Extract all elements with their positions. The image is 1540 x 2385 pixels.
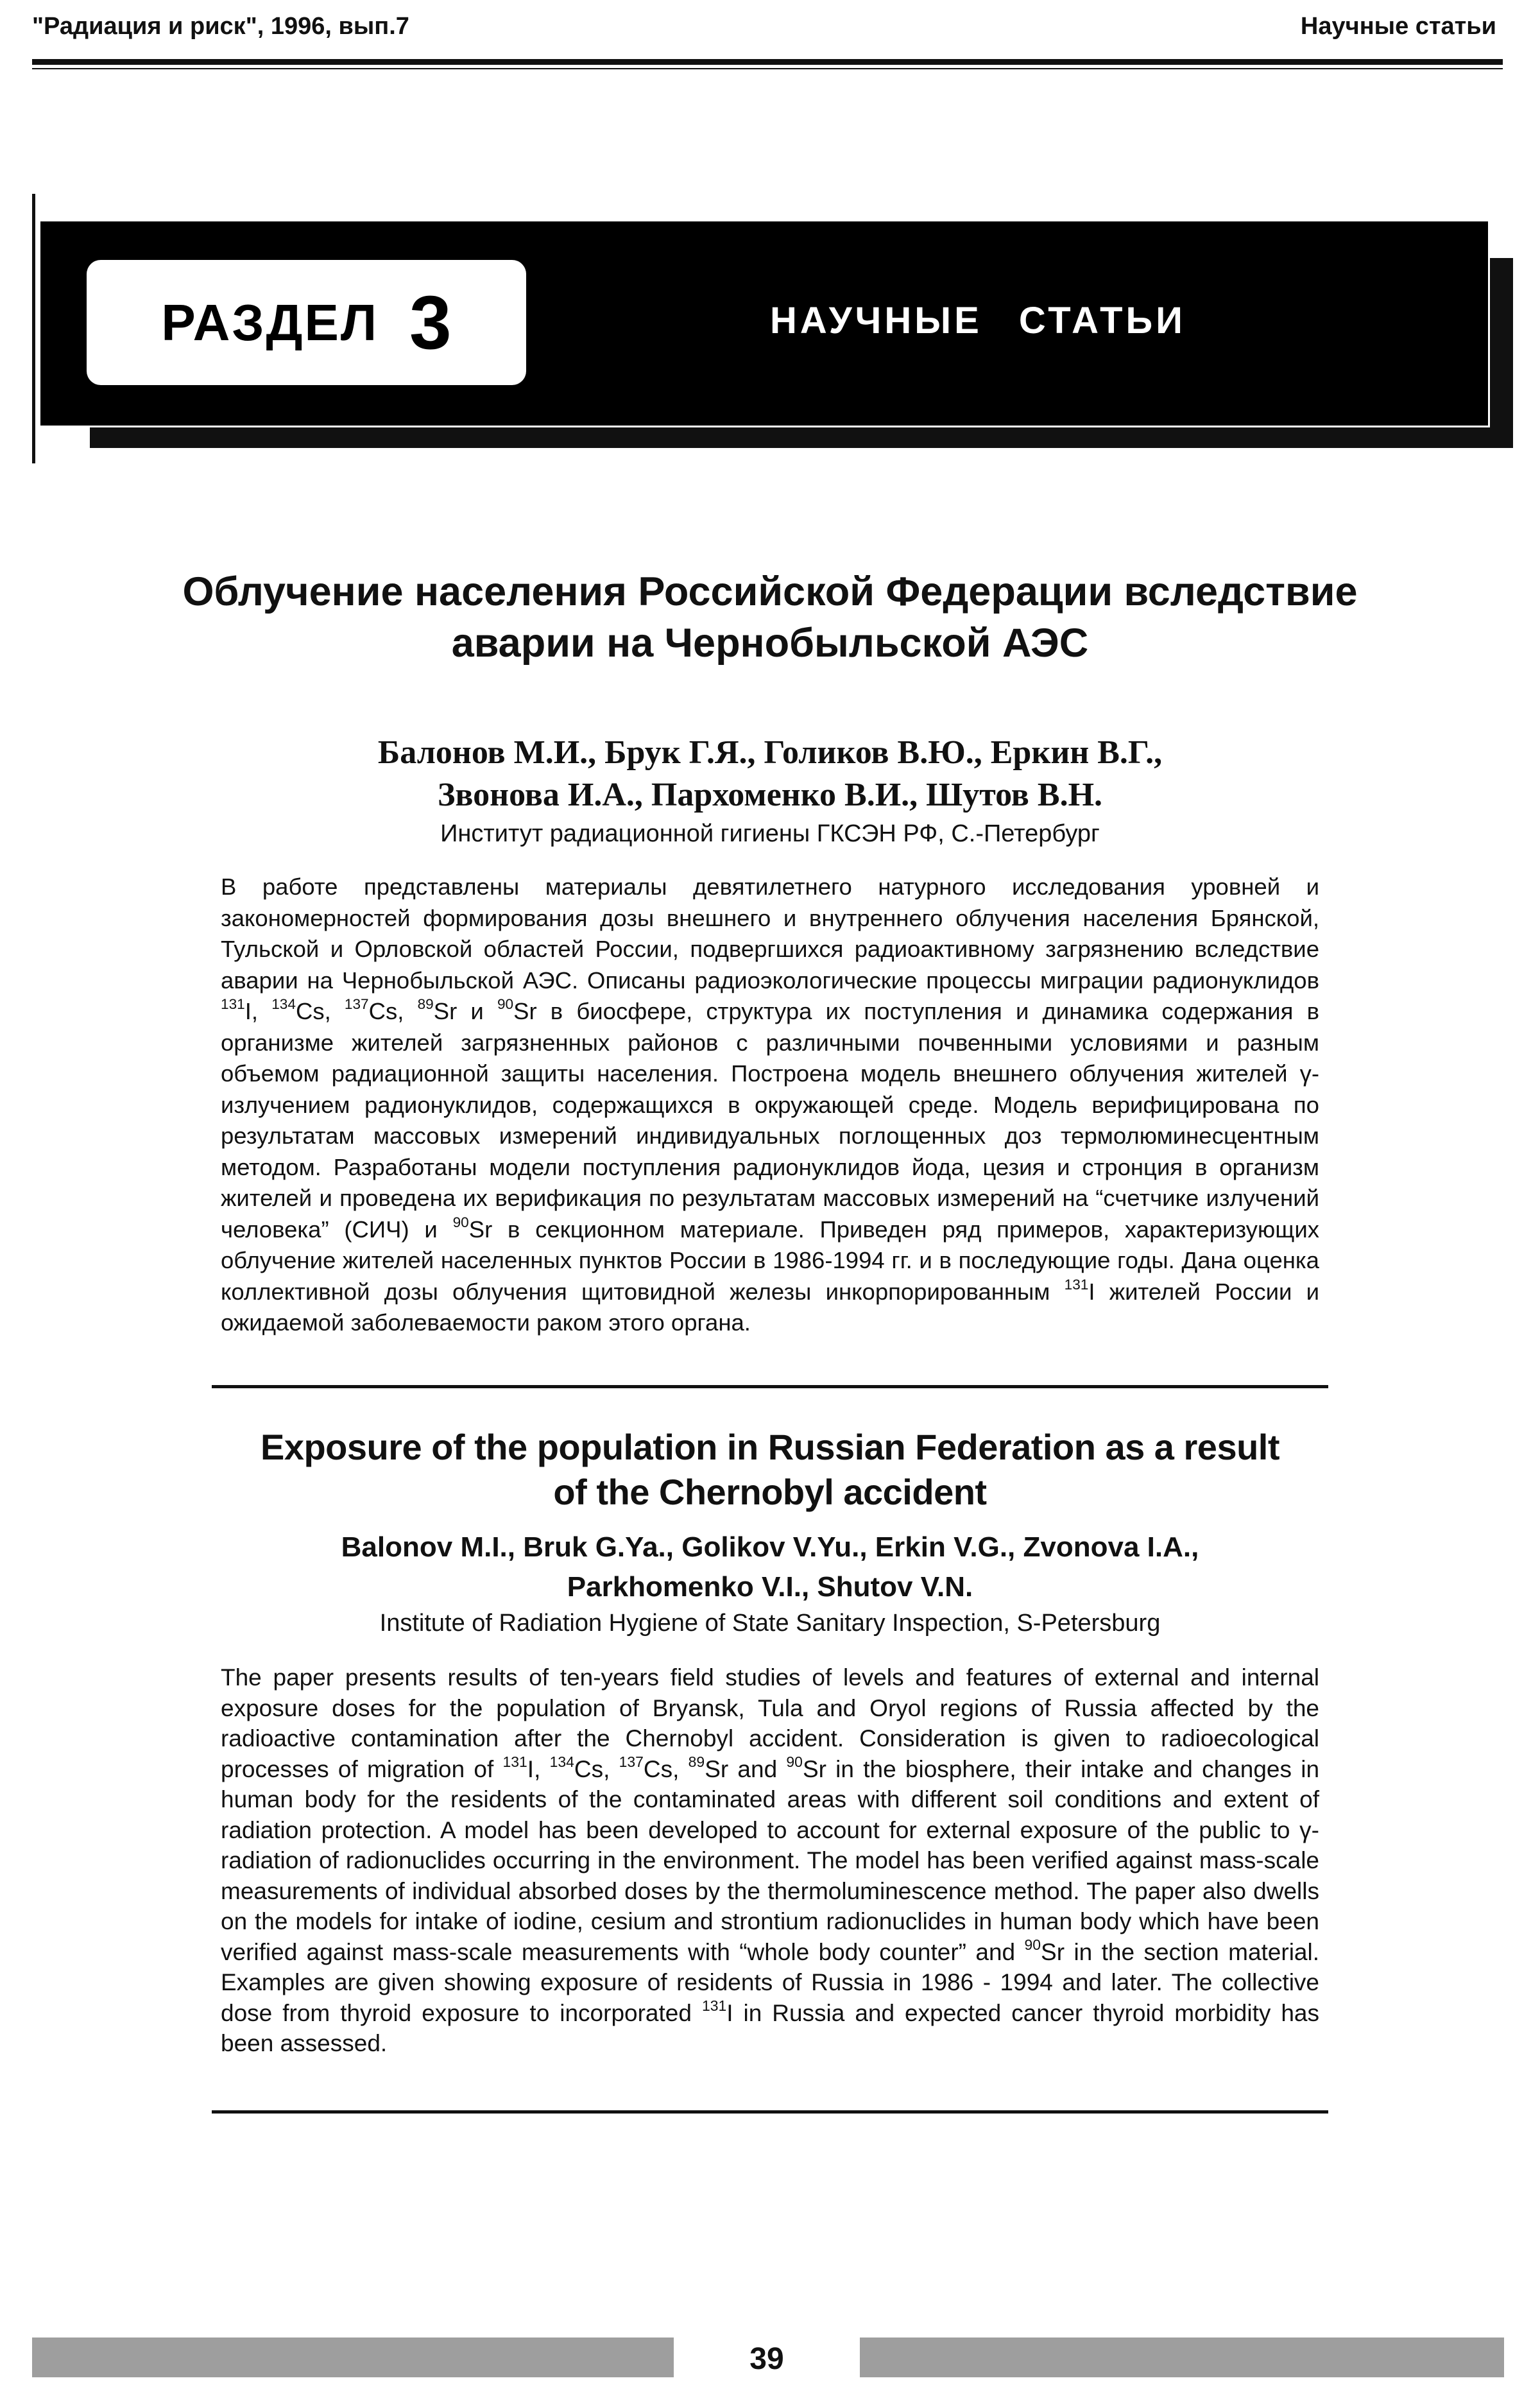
isotope-element: Sr и	[433, 998, 484, 1024]
authors-en-line1: Balonov M.I., Bruk G.Ya., Golikov V.Yu., Erkin V.G., Zvonova I.A.,	[341, 1531, 1199, 1563]
isotope-mass: 89	[688, 1753, 705, 1770]
section-title: НАУЧНЫЕ СТАТЬИ	[770, 300, 1186, 341]
isotope-element: I,	[527, 1755, 541, 1782]
isotope-element: Cs,	[574, 1755, 610, 1782]
separator-rule	[212, 2110, 1328, 2114]
section-word: РАЗДЕЛ	[161, 293, 379, 351]
isotope-mass: 137	[619, 1753, 644, 1770]
isotope-mass: 89	[417, 996, 434, 1013]
header-rule-thin	[32, 68, 1503, 69]
section-label-box	[87, 260, 526, 385]
abstract-en-text: Sr in the biosphere, their intake and changes in human body for the residents of the contaminated areas with different soil conditions and extent of radiation protection. A model has been developed to account for external exposure of the public to γ-radiation of radionuclides occurring in the environment. The model has been verified against mass-scale measurements of individual absorbed doses by the thermoluminescence method. The paper also dwells on the models for intake of iodine, cesium and strontium radionuclides in human body which have been verified against mass-scale measurements with “whole body counter” and	[221, 1755, 1320, 1965]
authors-en	[128, 1528, 1412, 1607]
article-title-ru	[128, 566, 1412, 669]
page-number: 39	[749, 2342, 784, 2376]
isotope-mass: 131	[701, 1997, 727, 2014]
abstract-ru-text: I жителей России и ожидаемой заболеваемости раком этого органа.	[221, 1278, 1319, 1336]
authors-ru-line2: Звонова И.А., Пархоменко В.И., Шутов В.Н.	[437, 777, 1103, 813]
section-header: Научные статьи	[1300, 13, 1496, 40]
title-en-line2: of the Chernobyl accident	[553, 1472, 987, 1512]
isotope-mass: 134	[549, 1753, 574, 1770]
isotope-element: I,	[244, 998, 259, 1024]
separator-rule	[212, 1385, 1328, 1388]
institute-ru: Институт радиационной гигиены ГКСЭН РФ, С.-Петербург	[440, 820, 1100, 847]
isotope-element: Cs,	[368, 998, 404, 1024]
journal-header: "Радиация и риск", 1996, вып.7	[32, 13, 409, 40]
article-title-en	[128, 1425, 1412, 1515]
abstract-ru-text: Sr в секционном материале. Приведен ряд примеров, характеризующих облучение жителей населенных пунктов России в 1986-1994 гг. и в последующие годы. Дана оценка коллективной дозы облучения щитовидной железы инкорпорированным	[221, 1216, 1319, 1305]
footer-bar-right	[860, 2338, 1504, 2377]
isotope-mass: 90	[1024, 1936, 1041, 1953]
footer-bar-left	[32, 2338, 674, 2377]
isotope-mass: 134	[271, 996, 296, 1013]
isotope-element: Sr and	[705, 1755, 778, 1782]
isotope-element: Cs,	[295, 998, 331, 1024]
title-ru-line1: Облучение населения Российской Федерации вследствие	[182, 569, 1358, 614]
authors-ru-line1: Балонов М.И., Брук Г.Я., Голиков В.Ю., Еркин В.Г.,	[377, 734, 1163, 771]
authors-en-line2: Parkhomenko V.I., Shutov V.N.	[567, 1571, 973, 1603]
isotope-mass: 90	[786, 1753, 803, 1770]
abstract-ru-text: В работе представлены материалы девятилетнего натурного исследования уровней и закономерностей формирования дозы внешнего и внутреннего облучения населения Брянской, Тульской и Орловской областей России, подвергшихся радиоактивному загрязнению вследствие аварии на Чернобыльской АЭС. Описаны радиоэкологические процессы миграции радионуклидов	[221, 874, 1319, 994]
isotope-mass: 131	[221, 996, 245, 1013]
title-en-line1: Exposure of the population in Russian Federation as a result	[260, 1427, 1280, 1467]
header-rule-thick	[32, 59, 1503, 65]
authors-ru	[128, 732, 1412, 816]
abstract-en-text: The paper presents results of ten-years field studies of levels and features of external and internal exposure doses for the population of Bryansk, Tula and Oryol regions of Russia affected by the radioactive contamination after the Chernobyl accident. Consideration is given to radioecological processes of migration of	[221, 1664, 1319, 1782]
isotope-mass: 131	[502, 1753, 527, 1770]
title-ru-line2: аварии на Чернобыльской АЭС	[451, 621, 1089, 666]
institute-en: Institute of Radiation Hygiene of State Sanitary Inspection, S-Petersburg	[379, 1610, 1161, 1637]
isotope-mass: 131	[1064, 1276, 1089, 1293]
abstract-en	[221, 1662, 1319, 2059]
section-number: 3	[409, 280, 452, 365]
isotope-element: Cs,	[643, 1755, 680, 1782]
abstract-en-text: I in Russia and expected cancer thyroid morbidity has been assessed.	[221, 1999, 1319, 2056]
abstract-ru-text: Sr в биосфере, структура их поступления и динамика содержания в организме жителей загрязненных районов с различными почвенными условиями и разным объемом радиационной защиты населения. Построена модель внешнего облучения жителей γ-излучением радионуклидов, содержащихся в окружающей среде. Модель верифицирована по результатам массовых измерений индивидуальных поглощенных доз термолюминесцентным методом. Разработаны модели поступления радионуклидов йода, цезия и стронция в организм жителей и проведена их верификация по результатам массовых измерений на “счетчике излучений человека” (СИЧ) и	[221, 998, 1319, 1243]
isotope-mass: 90	[497, 996, 514, 1013]
abstract-en-text: Sr in the section material. Examples are given showing exposure of residents of Russia in 1986 - 1994 and later. The collective dose from thyroid exposure to incorporated	[221, 1938, 1320, 2026]
isotope-mass: 137	[344, 996, 369, 1013]
abstract-ru	[221, 872, 1319, 1339]
isotope-mass: 90	[452, 1214, 469, 1230]
banner-side-line	[32, 194, 35, 463]
